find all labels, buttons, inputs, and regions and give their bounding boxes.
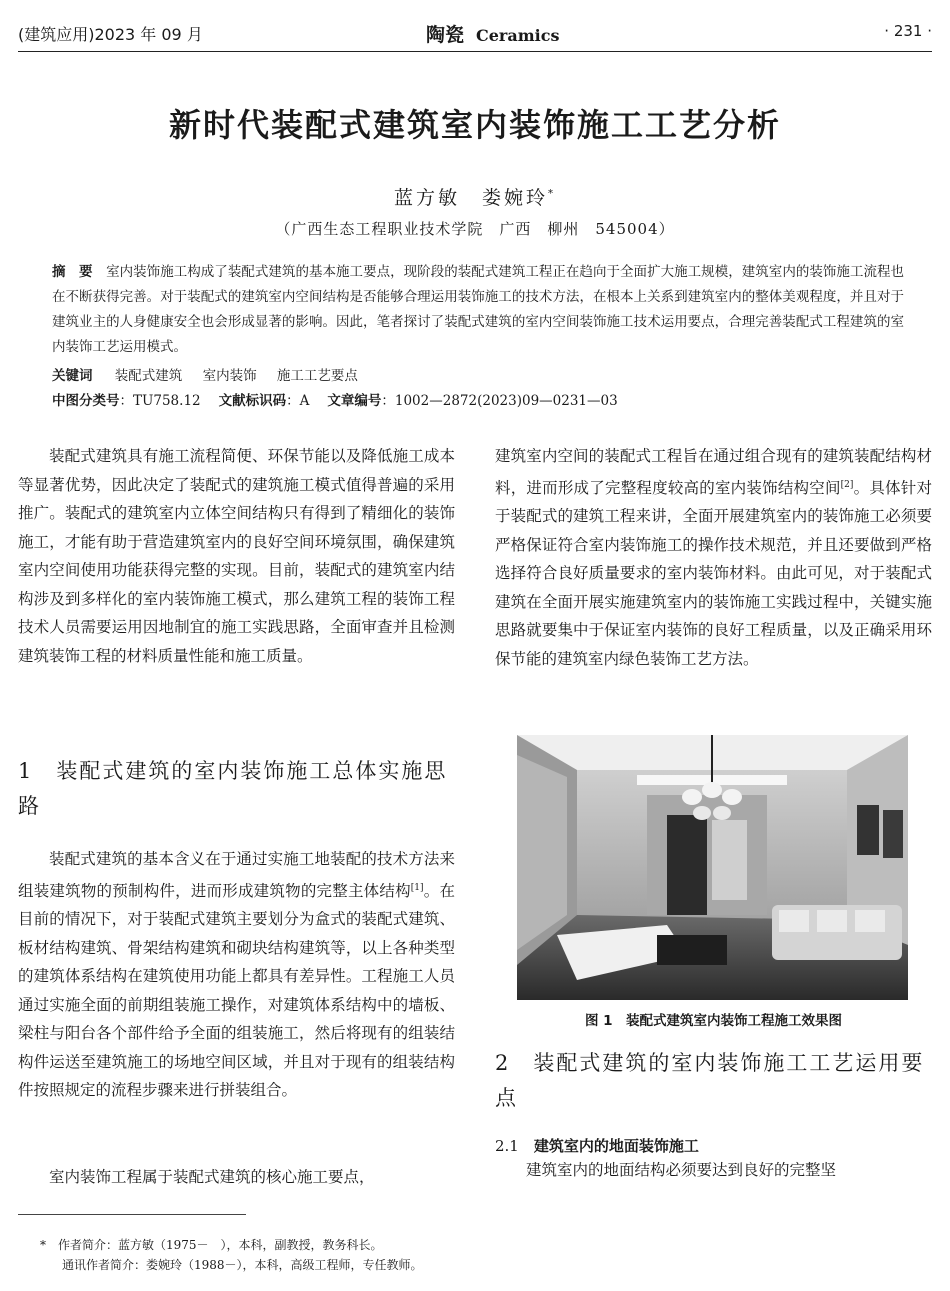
footnote-corresponding-author: 通讯作者简介：娄婉玲（1988－），本科，高级工程师，专任教师。 bbox=[62, 1258, 423, 1272]
subsection-2-1-title bbox=[495, 1135, 699, 1156]
abstract-text: 室内装饰施工构成了装配式建筑的基本施工要点，现阶段的装配式建筑工程正在趋向于全面扩大施工规模，建筑室内的装饰施工流程也在不断获得完善。对于装配式的建筑室内空间结构是否能够合理运用装饰施工的技术方法，在根本上关系到建筑室内的整体美观程度，并且对于建筑业主的人身健康安全也会形成显著的影响。因此，笔者探讨了装配式建筑的室内空间装饰施工技术运用要点，合理完善装配式工程建筑的室内装饰工艺运用模式。 bbox=[52, 264, 905, 355]
footnote-rule bbox=[18, 1214, 246, 1215]
page-number: · 231 · bbox=[884, 22, 932, 40]
figure-caption-text: 装配式建筑室内装饰工程施工效果图 bbox=[626, 1013, 843, 1029]
keywords-label: 关键词 bbox=[52, 368, 93, 384]
running-header bbox=[18, 22, 932, 50]
intro-paragraph: 装配式建筑具有施工流程简便、环保节能以及降低施工成本等显著优势，因此决定了装配式的建筑施工模式值得普遍的采用推广。装配式的建筑室内立体空间结构只有得到了精细化的装饰施工，才能有助于营造建筑室内的良好空间环境氛围，确保建筑室内空间使用功能获得完整的实现。目前，装配式的建筑室内结构涉及到多样化的室内装饰施工模式，那么建筑工程的装饰工程技术人员需要运用因地制宜的施工实践思路，全面审查并且检测建筑装饰工程的材料质量性能和施工质量。 bbox=[18, 447, 455, 665]
keywords bbox=[52, 364, 374, 384]
interior-photo bbox=[517, 735, 908, 1000]
section-1-paragraph-2: 室内装饰工程属于装配式建筑的核心施工要点， bbox=[49, 1168, 375, 1186]
journal-name bbox=[426, 20, 559, 47]
clc-label: 中图分类号 bbox=[52, 393, 120, 409]
citation-2: [2] bbox=[840, 479, 854, 490]
journal-issue: (建筑应用)2023 年 09 月 bbox=[18, 25, 203, 44]
figure-label: 图 1 bbox=[584, 1013, 613, 1029]
doc-code-value: A bbox=[299, 393, 310, 409]
subsection-title: 建筑室内的地面装饰施工 bbox=[533, 1137, 699, 1155]
article-no-label: 文章编号 bbox=[327, 393, 382, 409]
clc-value: TU758.12 bbox=[133, 393, 201, 409]
classification: 中图分类号：TU758.12 文献标识码：A 文章编号：1002—2872(2023)09—0231—03 bbox=[52, 393, 618, 409]
doc-code-label: 文献标识码 bbox=[218, 393, 287, 409]
keyword: 室内装饰 bbox=[202, 368, 257, 384]
author-mark: * bbox=[548, 188, 556, 200]
section-1-title: 1 装配式建筑的室内装饰施工总体实施思路 bbox=[18, 759, 448, 818]
section-1-paragraph-1: 装配式建筑的基本含义在于通过实施工地装配的技术方法来组装建筑物的预制构件，进而形成建筑物的完整主体结构[1]。在目前的情况下，对于装配式建筑主要划分为盒式的装配式建筑、板材结构建筑、骨架结构建筑和砌块结构建筑等，以上各种类型的建筑体系结构在建筑使用功能上都具有差异性。工程施工人员通过实施全面的前期组装施工操作，对建筑体系结构中的墙板、梁柱与阳台各个部件给予全面的组装施工，然后将现有的组装结构件运送至建筑施工的场地空间区域，并且对于现有的组装结构件按照规定的流程步骤来进行拼装组合。 bbox=[18, 850, 455, 1100]
section-2-title: 2 装配式建筑的室内装饰施工工艺运用要点 bbox=[495, 1051, 925, 1110]
header-rule bbox=[18, 51, 932, 52]
authors: 蓝方敏 娄婉玲* bbox=[393, 187, 556, 209]
abstract bbox=[52, 260, 904, 360]
journal-name-cn: 陶瓷 bbox=[426, 24, 465, 46]
subsection-2-1-paragraph: 建筑室内的地面结构必须要达到良好的完整坚 bbox=[526, 1161, 837, 1179]
keyword: 施工工艺要点 bbox=[276, 368, 358, 384]
paper-title: 新时代装配式建筑室内装饰施工工艺分析 bbox=[168, 106, 781, 144]
keyword: 装配式建筑 bbox=[114, 368, 183, 384]
figure-1-image bbox=[517, 735, 908, 1000]
citation-1: [1] bbox=[410, 882, 424, 893]
affiliation: （广西生态工程职业技术学院 广西 柳州 545004） bbox=[275, 220, 675, 238]
article-no-value: 1002—2872(2023)09—0231—03 bbox=[394, 393, 618, 409]
abstract-label: 摘 要 bbox=[52, 264, 93, 280]
figure-1-caption bbox=[495, 1009, 932, 1029]
subsection-number: 2.1 bbox=[495, 1137, 519, 1155]
journal-name-en: Ceramics bbox=[476, 26, 560, 45]
footnote-author-bio: * 作者简介：蓝方敏（1975－ ），本科，副教授，教务科长。 bbox=[40, 1238, 383, 1252]
column-2-paragraph-1: 建筑室内空间的装配式工程旨在通过组合现有的建筑装配结构材料，进而形成了完整程度较高的室内装饰结构空间[2]。具体针对于装配式的建筑工程来讲，全面开展建筑室内的装饰施工必须要严格保证符合室内装饰施工的操作技术规范，并且还要做到严格选择符合良好质量要求的室内装饰材料。由此可见，对于装配式建筑在全面开展实施建筑室内的装饰施工实践过程中，关键实施思路就要集中于保证室内装饰的良好工程质量，以及正确采用环保节能的建筑室内绿色装饰工艺方法。 bbox=[495, 447, 932, 668]
